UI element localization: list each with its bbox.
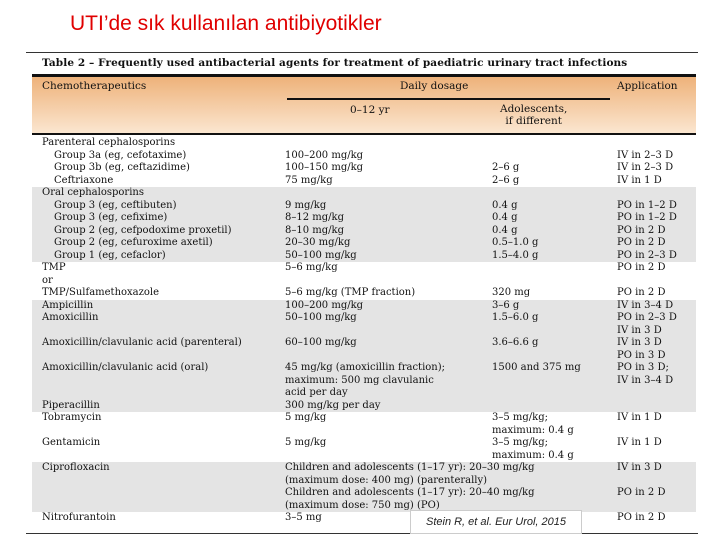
application: IV in 2–3 D — [617, 162, 674, 173]
dosage-adolescents: 3.6–6.6 g — [492, 337, 539, 348]
table-row — [32, 137, 696, 150]
table-row — [32, 362, 696, 400]
application: PO in 2 D PO in 2 D — [617, 262, 666, 298]
dosage-adolescents: 320 mg — [492, 287, 531, 298]
dosage-adolescents — [492, 187, 617, 200]
application: PO in 1–2 D — [617, 212, 677, 223]
table-row — [32, 212, 696, 225]
dosage-adolescents — [492, 137, 617, 150]
dosage-0-12: 100–200 mg/kg — [285, 149, 364, 161]
dosage-0-12: 5 mg/kg — [285, 412, 327, 423]
dosage-adolescents — [492, 400, 617, 413]
table-row — [32, 512, 696, 525]
dosage-adolescents — [492, 150, 617, 163]
table-row — [32, 175, 696, 188]
application — [617, 400, 696, 413]
application: IV in 2–3 D — [617, 149, 674, 161]
application: PO in 2 D — [617, 512, 666, 523]
dosage-0-12: 5 mg/kg — [285, 437, 327, 448]
table-row — [32, 400, 696, 413]
slide-title: UTI’de sık kullanılan antibiyotikler — [70, 12, 382, 35]
application — [617, 187, 696, 200]
application: PO in 2–3 D — [617, 249, 677, 261]
drug-name: Piperacillin — [42, 399, 100, 411]
table-body — [32, 137, 696, 525]
dosage-0-12: 3–5 mg — [285, 512, 322, 523]
header-chemotherapeutics: Chemotherapeutics — [42, 80, 147, 92]
application: IV in 1 D — [617, 412, 662, 423]
drug-name: Group 3b (eg, ceftazidime) — [54, 162, 190, 173]
drug-name: Oral cephalosporins — [42, 187, 144, 198]
table-row — [32, 462, 696, 512]
dosage-adolescents: 3–5 mg/kg; maximum: 0.4 g — [492, 437, 574, 461]
drug-name: Amoxicillin/clavulanic acid (oral) — [42, 362, 209, 373]
application: IV in 3 D PO in 3 D — [617, 337, 666, 361]
dosage-0-12: 5–6 mg/kg 5–6 mg/kg (TMP fraction) — [285, 262, 416, 298]
table-row — [32, 412, 696, 437]
table-row — [32, 337, 696, 362]
drug-name: TMP or TMP/Sulfamethoxazole — [42, 262, 160, 298]
dosage-0-12: 8–12 mg/kg — [285, 212, 344, 223]
drug-name: Group 1 (eg, cefaclor) — [54, 249, 166, 261]
header-application: Application — [617, 80, 678, 92]
application: IV in 3 D PO in 2 D — [617, 462, 666, 498]
table-row — [32, 187, 696, 200]
application: PO in 1–2 D — [617, 199, 677, 211]
dosage-0-12 — [285, 137, 492, 150]
drug-name: Group 2 (eg, cefuroxime axetil) — [54, 237, 213, 248]
dosage-0-12: 50–100 mg/kg — [285, 249, 357, 261]
table-row — [32, 300, 696, 313]
application: PO in 3 D; IV in 3–4 D — [617, 362, 674, 386]
table-row — [32, 312, 696, 337]
application: PO in 2 D — [617, 224, 666, 236]
drug-name: Ampicillin — [42, 299, 94, 311]
dosage-adolescents: 0.4 g — [492, 199, 518, 211]
drug-name: Group 2 (eg, cefpodoxime proxetil) — [54, 224, 232, 236]
dosage-adolescents: 1500 and 375 mg — [492, 362, 581, 373]
drug-name: Group 3a (eg, cefotaxime) — [54, 149, 187, 161]
dosage-adolescents: 2–6 g — [492, 162, 520, 173]
dosage-adolescents: 3–6 g — [492, 299, 520, 311]
dosage-0-12: 20–30 mg/kg — [285, 237, 351, 248]
table-title: Table 2 – Frequently used antibacterial agents for treatment of paediatric urinary tract infections — [42, 57, 628, 69]
header-adolescents: Adolescents, if different — [500, 103, 568, 127]
application: IV in 1 D — [617, 174, 662, 186]
application — [617, 137, 696, 150]
dosage-0-12: 45 mg/kg (amoxicillin fraction); maximum: 500 mg clavulanic acid per day — [285, 362, 446, 398]
header-daily-dosage: Daily dosage — [400, 80, 469, 92]
dosage-0-12: 300 mg/kg per day — [285, 399, 381, 411]
dosage-0-12: 60–100 mg/kg — [285, 337, 357, 348]
dosage-span: Children and adolescents (1–17 yr): 20–30 mg/kg (maximum dose: 400 mg) (parenterally) Children and adolescents (1–17 yr): 20–40 mg/kg (maximum dose: 750 mg) (PO) — [285, 462, 535, 511]
table-row — [32, 150, 696, 163]
table-row — [32, 237, 696, 250]
dosage-0-12 — [285, 187, 492, 200]
table-row — [32, 250, 696, 263]
dosage-adolescents: 3–5 mg/kg; maximum: 0.4 g — [492, 412, 574, 436]
dosage-adolescents: 2–6 g — [492, 174, 520, 186]
drug-name: Amoxicillin/clavulanic acid (parenteral) — [42, 337, 242, 348]
table-row — [32, 162, 696, 175]
drug-name: Tobramycin — [42, 412, 102, 423]
application: IV in 1 D — [617, 437, 662, 448]
drug-name: Ciprofloxacin — [42, 462, 110, 473]
dosage-adolescents: 1.5–6.0 g — [492, 312, 539, 323]
drug-name: Ceftriaxone — [54, 174, 114, 186]
dosage-0-12: 75 mg/kg — [285, 174, 333, 186]
citation: Stein R, et al. Eur Urol, 2015 — [410, 510, 582, 534]
dosage-0-12: 8–10 mg/kg — [285, 224, 344, 236]
drug-name: Group 3 (eg, cefixime) — [54, 212, 168, 223]
drug-name: Parenteral cephalosporins — [42, 137, 176, 148]
application: PO in 2 D — [617, 237, 666, 248]
drug-name: Nitrofurantoin — [42, 512, 116, 523]
drug-name: Gentamicin — [42, 437, 101, 448]
dosage-adolescents: 1.5–4.0 g — [492, 249, 539, 261]
table-row — [32, 200, 696, 213]
dosage-adolescents: 0.5–1.0 g — [492, 237, 539, 248]
header-0-12-yr: 0–12 yr — [350, 104, 390, 116]
dosage-0-12: 50–100 mg/kg — [285, 312, 357, 323]
dosage-0-12: 100–150 mg/kg — [285, 162, 364, 173]
table-row — [32, 262, 696, 300]
table-row — [32, 225, 696, 238]
dosage-adolescents: 0.4 g — [492, 212, 518, 223]
drug-name: Amoxicillin — [42, 312, 99, 323]
dosage-0-12: 9 mg/kg — [285, 199, 327, 211]
application: PO in 2–3 D IV in 3 D — [617, 312, 677, 336]
application: IV in 3–4 D — [617, 299, 674, 311]
drug-name: Group 3 (eg, ceftibuten) — [54, 199, 177, 211]
dosage-0-12: 100–200 mg/kg — [285, 299, 364, 311]
dosage-divider — [287, 98, 610, 100]
dosage-adolescents: 0.4 g — [492, 224, 518, 236]
table-row — [32, 437, 696, 462]
